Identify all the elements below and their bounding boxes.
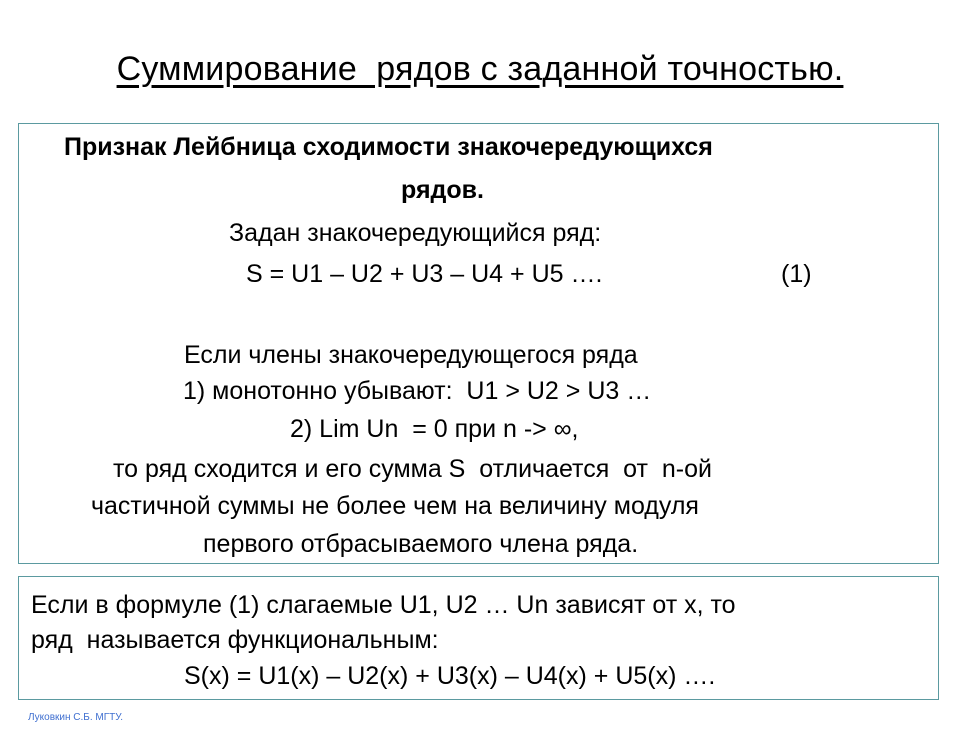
functional-series-line1: Если в формуле (1) слагаемые U1, U2 … Un зависят от x, то	[31, 591, 736, 619]
formula-number: (1)	[781, 260, 812, 288]
conclusion-line3: первого отбрасываемого члена ряда.	[203, 530, 639, 558]
series-formula: S = U1 – U2 + U3 – U4 + U5 ….	[246, 260, 603, 288]
conclusion-line2: частичной суммы не более чем на величину модуля	[91, 492, 699, 520]
functional-series-formula: S(x) = U1(x) – U2(x) + U3(x) – U4(x) + U5(x) ….	[184, 662, 716, 690]
condition-monotone: 1) монотонно убывают: U1 > U2 > U3 …	[183, 377, 652, 405]
condition-intro: Если члены знакочередующегося ряда	[184, 341, 638, 369]
criterion-heading-line1: Признак Лейбница сходимости знакочередующихся	[64, 133, 713, 161]
slide-title-text: Суммирование рядов с заданной точностью.	[116, 50, 844, 88]
functional-series-line2: ряд называется функциональным:	[31, 626, 439, 654]
slide-title	[0, 50, 960, 89]
criterion-heading-line2: рядов.	[401, 176, 484, 204]
condition-limit: 2) Lim Un = 0 при n -> ∞,	[290, 415, 579, 443]
given-series-text: Задан знакочередующийся ряд:	[229, 219, 602, 247]
conclusion-line1: то ряд сходится и его сумма S отличается от n-ой	[113, 455, 712, 483]
author-footer: Луковкин С.Б. МГТУ.	[28, 712, 124, 723]
